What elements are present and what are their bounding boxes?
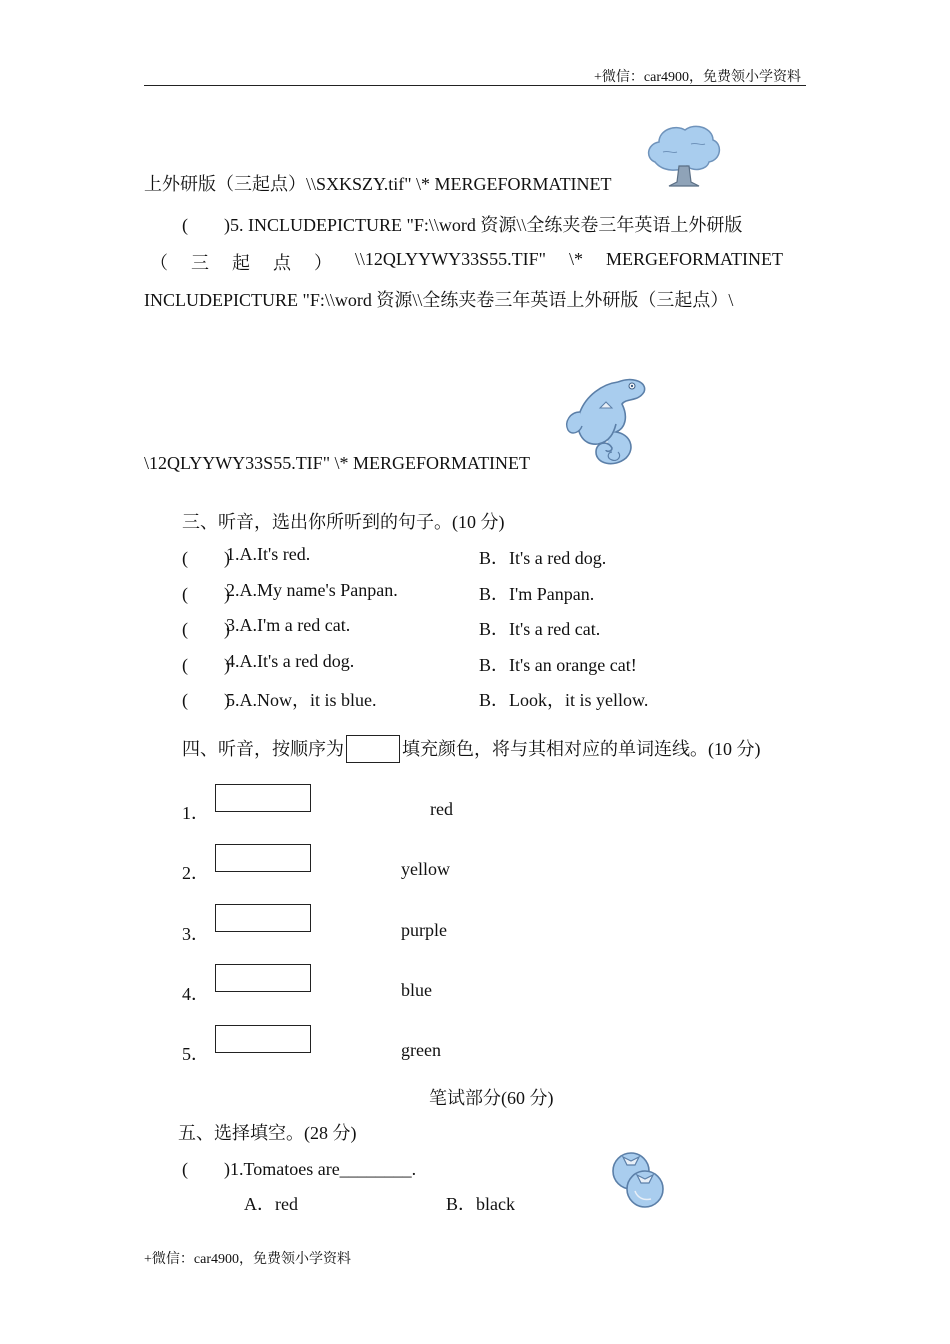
section3-item bbox=[182, 544, 782, 568]
option-a: 1.A.It's red. bbox=[226, 544, 311, 564]
color-fill-box[interactable] bbox=[215, 904, 311, 932]
section4-title-before: 四、听音，按顺序为 bbox=[182, 739, 344, 759]
inline-color-box bbox=[346, 735, 400, 763]
q1-stem: ( )1.Tomatoes are________. bbox=[182, 1159, 417, 1179]
answer-paren: ( ) bbox=[182, 548, 230, 568]
q1-option-b: B．black bbox=[446, 1194, 515, 1214]
q1-option-a: A．red bbox=[244, 1194, 298, 1214]
q5-line2-part: 点 bbox=[272, 253, 291, 273]
section3-item bbox=[182, 580, 782, 604]
q5-line2-part: \* bbox=[568, 249, 583, 269]
option-a: 2.A.My name's Panpan. bbox=[226, 580, 398, 600]
color-fill-box[interactable] bbox=[215, 844, 311, 872]
option-b: B．I'm Panpan. bbox=[479, 584, 595, 604]
answer-paren: ( ) bbox=[182, 655, 230, 675]
q5-line2-part: （ bbox=[150, 253, 168, 273]
color-item-number: 1． bbox=[182, 803, 209, 823]
tomatoes-illustration bbox=[607, 1147, 671, 1211]
chameleon-illustration bbox=[556, 372, 656, 472]
section3-item bbox=[182, 615, 782, 639]
answer-paren: ( ) bbox=[182, 690, 230, 710]
answer-paren: ( ) bbox=[182, 619, 230, 639]
header-watermark: +微信：car4900，免费领小学资料 bbox=[594, 70, 801, 85]
footer-watermark: +微信：car4900，免费领小学资料 bbox=[144, 1252, 351, 1267]
section3-item bbox=[182, 651, 782, 675]
option-a: 5.A.Now，it is blue. bbox=[226, 690, 377, 710]
include-fragment-line1: 上外研版（三起点）\\SXKSZY.tif" \* MERGEFORMATINET bbox=[144, 174, 612, 194]
color-fill-box[interactable] bbox=[215, 964, 311, 992]
color-item-number: 3． bbox=[182, 924, 209, 944]
q5-include-line3: INCLUDEPICTURE "F:\\word 资源\\全练夹卷三年英语上外研版（三起点）\ bbox=[144, 290, 734, 310]
q5-include-line4: \12QLYYWY33S55.TIF" \* MERGEFORMATINET bbox=[144, 453, 531, 473]
section4-title bbox=[182, 735, 761, 763]
option-b: B．It's a red dog. bbox=[479, 548, 607, 568]
q5-line2-part: 三 bbox=[190, 253, 209, 273]
color-item-number: 4． bbox=[182, 984, 209, 1004]
answer-paren: ( ) bbox=[182, 584, 230, 604]
option-b: B．Look，it is yellow. bbox=[479, 690, 649, 710]
option-a: 4.A.It's a red dog. bbox=[226, 651, 355, 671]
section5-title: 五、选择填空。(28 分) bbox=[178, 1123, 357, 1143]
section4-title-after: 填充颜色，将与其相对应的单词连线。(10 分) bbox=[402, 739, 761, 759]
color-word: purple bbox=[401, 920, 447, 940]
q5-include-line1: ( )5. INCLUDEPICTURE "F:\\word 资源\\全练夹卷三年英语上外研版 bbox=[182, 215, 743, 235]
written-part-title: 笔试部分(60 分) bbox=[429, 1088, 554, 1108]
color-word: green bbox=[401, 1040, 441, 1060]
q5-line2-part: 起 bbox=[231, 253, 250, 273]
q5-line2-part: MERGEFORMATINET bbox=[605, 249, 783, 269]
color-word: blue bbox=[401, 980, 432, 1000]
q5-include-line2 bbox=[150, 249, 783, 275]
tree-illustration bbox=[643, 122, 723, 190]
section3-title: 三、听音，选出你所听到的句子。(10 分) bbox=[182, 512, 505, 532]
option-a: 3.A.I'm a red cat. bbox=[226, 615, 351, 635]
color-item-number: 2． bbox=[182, 863, 209, 883]
color-fill-box[interactable] bbox=[215, 784, 311, 812]
color-word: yellow bbox=[401, 859, 450, 879]
color-fill-box[interactable] bbox=[215, 1025, 311, 1053]
q5-line2-part: \\12QLYYWY33S55.TIF" bbox=[354, 249, 546, 269]
option-b: B．It's an orange cat! bbox=[479, 655, 637, 675]
header-divider bbox=[144, 85, 806, 86]
q5-line2-part: ） bbox=[313, 253, 332, 273]
option-b: B．It's a red cat. bbox=[479, 619, 601, 639]
color-item-number: 5． bbox=[182, 1044, 209, 1064]
section3-item bbox=[182, 686, 782, 710]
color-word: red bbox=[430, 799, 453, 819]
